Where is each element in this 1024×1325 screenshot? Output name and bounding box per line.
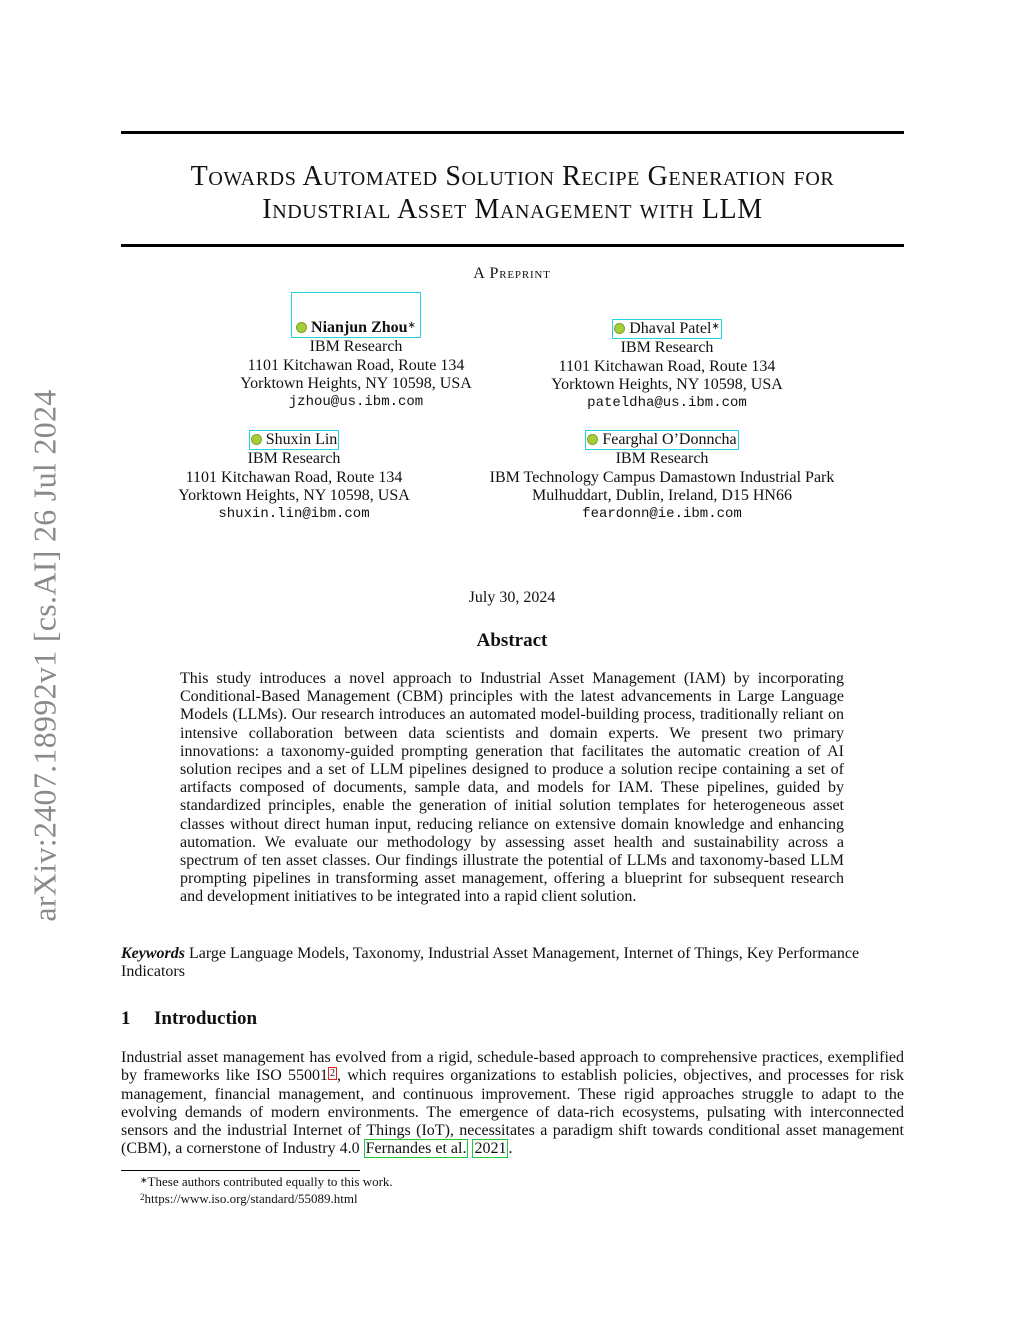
title-rule-top	[121, 131, 904, 134]
author-email[interactable]: jzhou@us.ibm.com	[288, 394, 424, 411]
arxiv-sidebar	[20, 375, 70, 935]
author-address-line-2: Yorktown Heights, NY 10598, USA	[551, 375, 783, 393]
author-address-line-2: Yorktown Heights, NY 10598, USA	[240, 374, 472, 392]
author-name-link[interactable]	[585, 430, 738, 450]
intro-text-part-2: , which requires organizations to establish policies, objectives, and processes for risk management, financial management, and continuous improvement. These rigid approaches struggle to adapt to the evolving demands of modern environments. The emergence of data-rich ecosystems, pulsating with interconnected sensors and the industrial Internet of Things (IoT), necessitates a paradigm shift towards conditional asset management (CBM), a cornerstone of Industry 4.0	[121, 1067, 905, 1158]
citation-link-year[interactable]: 2021	[474, 1140, 507, 1158]
author-block-4	[452, 430, 872, 523]
author-address-line-2: Yorktown Heights, NY 10598, USA	[178, 486, 410, 504]
section-heading-introduction	[121, 1008, 257, 1030]
author-name-link[interactable]	[249, 430, 340, 450]
keywords-paragraph	[121, 945, 904, 982]
author-block-1	[216, 292, 496, 411]
author-address-line-2: Mulhuddart, Dublin, Ireland, D15 HN66	[532, 486, 792, 504]
author-email[interactable]: feardonn@ie.ibm.com	[582, 506, 742, 523]
intro-text-part-1: Industrial asset management has evolved from a rigid, schedule-based approach to comprehensive practices, exemplified by frameworks like ISO 55001	[121, 1049, 904, 1085]
author-name-link[interactable]	[612, 319, 722, 339]
author-email[interactable]: shuxin.lin@ibm.com	[218, 506, 370, 523]
orcid-icon[interactable]	[587, 434, 598, 445]
footnote-rule	[121, 1170, 360, 1171]
author-name: Shuxin Lin	[265, 431, 338, 448]
section-number: 1	[121, 1008, 131, 1029]
author-address-line-1: 1101 Kitchawan Road, Route 134	[247, 356, 465, 374]
footnote-url[interactable]: https://www.iso.org/standard/55089.html	[144, 1191, 358, 1206]
preprint-label: A Preprint	[473, 265, 551, 282]
author-address-line-1: IBM Technology Campus Damastown Industrial Park	[489, 468, 835, 486]
orcid-icon[interactable]	[296, 322, 307, 333]
footnote-mark: 2	[140, 1192, 145, 1202]
keywords-label: Keywords	[121, 945, 185, 962]
orcid-icon[interactable]	[251, 434, 262, 445]
abstract-heading: Abstract	[476, 630, 548, 651]
author-block-3	[154, 430, 434, 523]
author-address-line-1: 1101 Kitchawan Road, Route 134	[558, 357, 776, 375]
author-name: Dhaval Patel	[629, 320, 712, 337]
title-line-1: Towards Automated Solution Recipe Generation for	[190, 161, 835, 192]
author-affiliation: IBM Research	[309, 338, 403, 356]
footnote-link[interactable]: 2	[330, 1068, 336, 1080]
title-line-2: Industrial Asset Management with LLM	[262, 194, 763, 225]
footnote-1	[140, 1173, 900, 1190]
section-title: Introduction	[154, 1008, 258, 1029]
author-address-line-1: 1101 Kitchawan Road, Route 134	[185, 468, 403, 486]
footnote-2	[140, 1190, 900, 1207]
orcid-icon[interactable]	[614, 323, 625, 334]
author-affiliation: IBM Research	[615, 450, 709, 468]
author-name: Fearghal O’Donncha	[602, 431, 737, 448]
arxiv-identifier[interactable]: arXiv:2407.18992v1 [cs.AI] 26 Jul 2024	[26, 388, 63, 922]
author-name-link[interactable]	[291, 292, 421, 338]
equal-contribution-mark: ∗	[407, 320, 416, 331]
abstract-body: This study introduces a novel approach to Industrial Asset Management (IAM) by incorporating Conditional-Based Management (CBM) principles with the latest advancements in Large Language Models (LLMs). Our research introduces an automated model-building process, traditionally reliant on intensive collaboration between data scientists and domain experts. We present two primary innovations: a taxonomy-guided prompting generation that facilitates the automatic creation of AI solution recipes and a set of LLM pipelines designed to produce a solution recipe containing a set of artifacts composed of documents, sample data, and models for IAM. These pipelines, guided by standardized principles, enable the generation of initial solution templates for heterogeneous asset classes without direct human input, reducing reliance on extensive domain knowledge and enhancing automation. We evaluate our methodology by assessing asset health and sustainability across a spectrum of ten asset classes. Our findings illustrate the potential of LLMs and taxonomy-based LLM prompting pipelines in transforming asset management, offering a blueprint for subsequent research and development initiatives to be integrated into a rapid client solution.	[180, 670, 844, 906]
footnote-text: These authors contributed equally to this work.	[147, 1174, 393, 1189]
author-block-2	[526, 319, 808, 412]
author-name: Nianjun Zhou	[311, 319, 408, 336]
author-affiliation: IBM Research	[247, 450, 341, 468]
footnotes	[140, 1173, 900, 1207]
author-email[interactable]: pateldha@us.ibm.com	[587, 395, 747, 412]
title-rule-bottom	[121, 244, 904, 247]
keywords-list: Large Language Models, Taxonomy, Industrial Asset Management, Internet of Things, Key Performance Indicators	[121, 945, 860, 981]
publication-date: July 30, 2024	[468, 589, 556, 606]
intro-text-end: .	[508, 1140, 513, 1158]
citation-link-authors[interactable]: Fernandes et al.	[365, 1140, 467, 1158]
paper-title	[121, 160, 904, 226]
footnote-mark: ∗	[140, 1175, 148, 1185]
introduction-paragraph	[121, 1049, 904, 1159]
author-affiliation: IBM Research	[620, 339, 714, 357]
equal-contribution-mark: ∗	[711, 321, 720, 332]
